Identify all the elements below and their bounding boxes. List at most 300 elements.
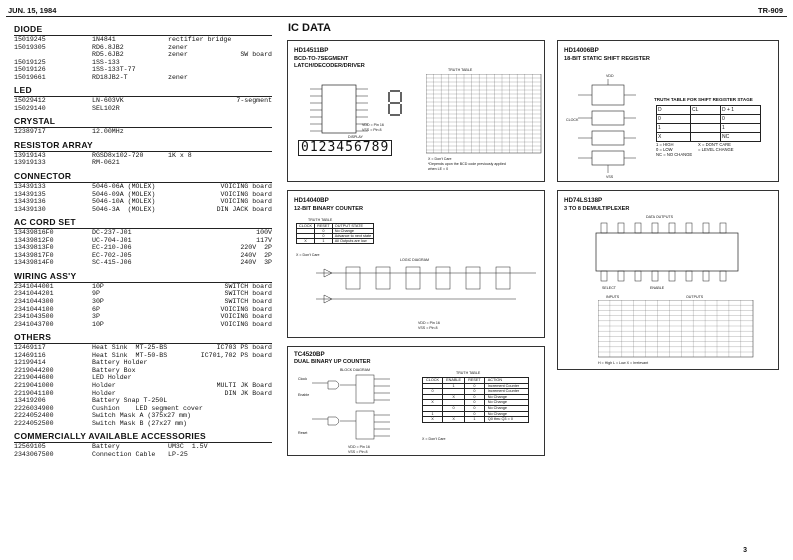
part-number: 15019661 [14, 73, 46, 81]
section-title: DIODE [14, 24, 272, 36]
part-row [14, 97, 272, 105]
hd74-enable: ENABLE [650, 286, 665, 290]
part-row [14, 59, 272, 67]
hd14006-block-diagram [572, 77, 642, 177]
part-name: 10P [92, 282, 104, 290]
part-number: 13919133 [14, 159, 46, 167]
ic-tc4520-box [287, 346, 545, 456]
part-number: 2224052400 [14, 412, 54, 420]
tc4520-cell: 0 [465, 405, 485, 411]
hd14006-cell: X [657, 133, 691, 142]
tc4520-block-diagram [312, 373, 402, 445]
part-name: EC-210-J06 [92, 244, 132, 252]
part-spec [168, 298, 225, 306]
part-name: Holder [92, 381, 116, 389]
part-name: Cushion LED segment cover [92, 404, 203, 412]
hd14040-cell: All Outputs are low [332, 239, 374, 244]
hd14006-desc1: 18-BIT STATIC SHIFT REGISTER [564, 56, 650, 62]
hd14511-truth-label: TRUTH TABLE [448, 68, 473, 72]
tc4520-cell: 1 [443, 383, 465, 389]
part-row [14, 313, 272, 321]
tc4520-truth-table [422, 377, 529, 423]
section-accessories [14, 431, 272, 458]
hd14006-truth-title: TRUTH TABLE FOR SHIFT REGISTER STAGE [654, 97, 753, 102]
hd74-pinout-diagram [592, 221, 742, 283]
part-spec: rectifier bridge [168, 36, 232, 43]
part-row [14, 443, 272, 451]
tc4520-enable-label: Enable [298, 393, 310, 397]
part-spec [168, 313, 221, 321]
tc4520-desc1: DUAL BINARY UP COUNTER [294, 359, 371, 365]
hd14006-cell: 0 [657, 115, 691, 124]
section-title: CONNECTOR [14, 171, 272, 183]
part-row [14, 367, 272, 375]
part-name: Battery Box [92, 366, 136, 374]
hd14511-vss: VSS = Pin 8 [362, 128, 382, 132]
part-number: 2341043700 [14, 320, 54, 328]
ic-hd74ls138-box [557, 190, 779, 370]
part-number: 13419206 [14, 397, 46, 405]
part-number: 15019245 [14, 36, 46, 43]
part-number: 2341044001 [14, 282, 54, 290]
part-number: 2341044300 [14, 298, 54, 306]
part-row [14, 51, 272, 59]
hd14006-cell: NC [721, 133, 761, 142]
part-spec [168, 159, 272, 167]
part-number: 13439813F0 [14, 244, 54, 252]
hd14040-note: X = Don't Care [296, 253, 320, 257]
tc4520-cell: 0 [423, 389, 443, 395]
part-name: Switch Mask B (27x27 mm) [92, 419, 187, 427]
part-location: 240V 3P [240, 259, 272, 267]
hd74-outputs-label: OUTPUTS [686, 295, 704, 299]
part-spec: 1K x 8 [168, 151, 192, 159]
part-number: 15019125 [14, 58, 46, 66]
hd14040-desc1: 12-BIT BINARY COUNTER [294, 206, 363, 212]
part-row [14, 382, 272, 390]
part-name: Heat Sink MT-25-BS [92, 344, 168, 352]
hd14006-col-cl: CL [691, 106, 721, 115]
part-row [14, 290, 272, 298]
part-number: 13439817F0 [14, 251, 54, 259]
part-row [14, 229, 272, 237]
hd14511-desc2: LATCH/DECODER/DRIVER [294, 63, 365, 69]
part-spec [168, 244, 240, 252]
hd14006-legend4: = LEVEL CHANGE [698, 147, 734, 152]
part-row [14, 128, 272, 136]
part-row [14, 344, 272, 352]
part-name: 5046-09A (MOLEX) [92, 190, 156, 198]
section-diode [14, 24, 272, 81]
part-spec [168, 252, 240, 260]
tc4520-cell: X [443, 394, 465, 400]
part-spec [168, 198, 221, 206]
section-title: WIRING ASS'Y [14, 271, 272, 283]
hd14006-truth-table [656, 105, 761, 142]
tc4520-cell: 0 [465, 389, 485, 395]
part-location: DIN JK Board [224, 389, 272, 397]
part-number: 2341044100 [14, 305, 54, 313]
tc4520-cell: X [423, 417, 443, 423]
part-row [14, 206, 272, 214]
tc4520-cell: Q0 thru Q3 = 0 [484, 417, 528, 423]
part-name: 1SS-133T-77 [92, 66, 136, 74]
section-title: LED [14, 85, 272, 97]
hd74-select: SELECT [602, 286, 616, 290]
part-name: 9P [92, 290, 100, 298]
part-name: Battery [92, 443, 120, 451]
tc4520-reset-label: Reset [298, 431, 308, 435]
tc4520-cell: X [423, 400, 443, 406]
hd14006-cell: 0 [721, 115, 761, 124]
part-name: Heat Sink MT-50-BS [92, 351, 168, 359]
part-spec [168, 59, 272, 67]
part-number: 2341044201 [14, 290, 54, 298]
header-rule [6, 16, 787, 17]
tc4520-block-label: BLOCK DIAGRAM [340, 368, 370, 372]
hd14006-legend2: X = DON'T CARE [698, 142, 731, 147]
part-number: 15029412 [14, 97, 46, 105]
part-row [14, 244, 272, 252]
part-location: 100V [256, 229, 272, 237]
part-location: 7-segment [236, 97, 272, 105]
part-location: IC703 PS board [216, 344, 272, 352]
part-row [14, 352, 272, 360]
part-spec [168, 420, 272, 428]
part-row [14, 390, 272, 398]
ic-hd14040-box [287, 190, 545, 338]
tc4520-part: TC4520BP [294, 351, 325, 358]
part-name: RD5.6JB2 [92, 51, 124, 59]
part-location: VOICING board [220, 183, 272, 191]
part-spec [168, 352, 201, 360]
tc4520-cell: 0 [465, 411, 485, 417]
part-row [14, 66, 272, 74]
part-spec [168, 229, 256, 237]
part-spec [168, 382, 217, 390]
part-name: 5046-06A (MOLEX) [92, 183, 156, 191]
hd14040-cell: No Change [332, 229, 374, 234]
part-number: 13439816F0 [14, 229, 54, 237]
part-name: 5046-3A (MOLEX) [92, 205, 156, 213]
tc4520-h-action: ACTION [484, 378, 528, 384]
part-spec [168, 367, 272, 375]
part-name: 10P [92, 320, 104, 328]
part-location: DIN JACK board [216, 205, 272, 213]
hd14511-vdd: VDD = Pin 16 [362, 123, 384, 127]
part-row [14, 451, 272, 459]
tc4520-cell: 0 [443, 405, 465, 411]
part-location: 240V 2P [240, 251, 272, 259]
part-row [14, 405, 272, 413]
part-row [14, 36, 272, 44]
part-name: 30P [92, 298, 104, 306]
hd14040-vss: VSS = Pin 8 [418, 326, 438, 330]
part-row [14, 397, 272, 405]
hd14006-cell: 1 [721, 124, 761, 133]
part-spec [168, 344, 217, 352]
tc4520-cell: 0 [465, 383, 485, 389]
part-spec [168, 66, 272, 74]
hd14006-part: HD14006BP [564, 47, 599, 54]
hd14511-note2: *Depends upon the BCD code previously applied [428, 162, 506, 166]
part-row [14, 259, 272, 267]
section-led [14, 85, 272, 112]
tc4520-cell: 1 [465, 417, 485, 423]
part-row [14, 44, 272, 52]
part-row [14, 237, 272, 245]
hd14040-cell: Advance to next state [332, 234, 374, 239]
part-row [14, 191, 272, 199]
part-location: SW board [240, 51, 272, 59]
part-number: 12469116 [14, 351, 46, 359]
part-location: 220V 2P [240, 244, 272, 252]
hd14040-logic-diagram [316, 263, 538, 319]
hd14511-part: HD14511BP [294, 47, 329, 54]
part-row [14, 198, 272, 206]
tc4520-cell: No Change [484, 400, 528, 406]
hd14040-vdd: VDD = Pin 16 [418, 321, 440, 325]
section-title: RESISTOR ARRAY [14, 140, 272, 152]
part-spec [168, 105, 272, 113]
section-title: COMMERCIALLY AVAILABLE ACCESSORIES [14, 431, 272, 443]
section-wiring-assy [14, 271, 272, 328]
tc4520-vss: VSS = Pin 8 [348, 450, 368, 454]
tc4520-vdd: VDD = Pin 16 [348, 445, 370, 449]
tc4520-note: X = Don't Care [422, 437, 446, 441]
section-connector [14, 171, 272, 213]
part-row [14, 374, 272, 382]
part-number: 13439135 [14, 190, 46, 198]
part-name: 1SS-133 [92, 58, 120, 66]
hd14006-cell: 1 [657, 124, 691, 133]
part-spec [168, 290, 225, 298]
part-row [14, 105, 272, 113]
ic-hd14006-box [557, 40, 779, 182]
part-location: 117V [256, 236, 272, 244]
part-spec [168, 283, 225, 291]
header-model: TR-909 [757, 6, 783, 15]
part-number: 2219041000 [14, 381, 54, 389]
part-name: 12.00MHz [92, 128, 124, 136]
hd14006-col-d1: D + 1 [721, 106, 761, 115]
hd14511-note3: when LE = 0 [428, 167, 449, 171]
hd14006-legend3: 0 = LOW [656, 147, 673, 152]
hd74-part: HD74LS138P [564, 197, 603, 204]
hd74-inputs-label: INPUTS [606, 295, 620, 299]
part-location: VOICING board [220, 198, 272, 206]
hd14040-cell: 0 [315, 234, 333, 239]
tc4520-cell: X [443, 417, 465, 423]
hd14006-col-d: D [657, 106, 691, 115]
hd74-desc1: 3 TO 8 DEMULTIPLEXER [564, 206, 630, 212]
section-ac-cord-set [14, 217, 272, 267]
part-name: LED Holder [92, 374, 132, 382]
hd14040-cell: X [297, 239, 315, 244]
header-date: JUN. 15, 1984 [8, 6, 57, 15]
part-name: SEL102R [92, 104, 120, 112]
part-number: 2224052500 [14, 419, 54, 427]
hd14511-display-label: DISPLAY [348, 135, 363, 139]
ic-data-title: IC DATA [288, 22, 331, 34]
part-name: RM-0621 [92, 159, 120, 167]
part-row [14, 152, 272, 160]
part-row [14, 159, 272, 167]
part-name: DC-237-J01 [92, 229, 132, 237]
part-name: RD18JB2-T [92, 73, 128, 81]
tc4520-cell: 0 [465, 400, 485, 406]
hd14511-digit-display: 0123456789 [298, 140, 392, 156]
part-name: EC-702-J05 [92, 251, 132, 259]
part-number: 2219044200 [14, 366, 54, 374]
tc4520-cell: No Change [484, 411, 528, 417]
hd14006-vdd: VDD [606, 74, 614, 78]
part-name: Connection Cable [92, 450, 156, 458]
section-title: AC CORD SET [14, 217, 272, 229]
part-row [14, 412, 272, 420]
hd14511-truth-table [426, 74, 542, 154]
part-spec: zener [168, 43, 188, 51]
hd14040-h-reset: RESET [315, 224, 333, 229]
part-number: 13919143 [14, 151, 46, 159]
part-name: UC-704-J01 [92, 236, 132, 244]
hd74-note: H = High L = Low X = Irrelevant [598, 361, 649, 365]
hd14511-pinout-diagram [300, 81, 420, 141]
hd14040-logic-label: LOGIC DIAGRAM [400, 258, 429, 262]
part-spec [168, 374, 272, 382]
part-spec [168, 405, 272, 413]
section-crystal [14, 116, 272, 136]
part-name: LN-603VK [92, 97, 124, 105]
tc4520-h-enable: ENABLE [443, 378, 465, 384]
part-number: 13439812F0 [14, 236, 54, 244]
tc4520-cell: Increment Counter [484, 383, 528, 389]
part-number: 13439130 [14, 205, 46, 213]
part-spec [168, 359, 272, 367]
hd14040-truth-label: TRUTH TABLE [308, 218, 333, 222]
part-location: SWITCH board [224, 282, 272, 290]
part-number: 12389717 [14, 128, 46, 136]
part-location: SWITCH board [224, 298, 272, 306]
hd14006-clock-label: CLOCK [566, 118, 579, 122]
ic-hd14511-box [287, 40, 545, 182]
part-number: 15019305 [14, 43, 46, 51]
part-spec [168, 97, 236, 105]
part-spec [168, 183, 221, 191]
part-row [14, 183, 272, 191]
part-number: 2219044600 [14, 374, 54, 382]
part-row [14, 283, 272, 291]
part-name: Switch Mask A (375x27 mm) [92, 412, 191, 420]
tc4520-cell: Increment Counter [484, 389, 528, 395]
part-row [14, 306, 272, 314]
section-resistor-array [14, 140, 272, 167]
part-name: SC-415-J06 [92, 259, 132, 267]
part-row [14, 298, 272, 306]
part-spec: zener [168, 51, 188, 59]
tc4520-h-clock: CLOCK [423, 378, 443, 384]
part-number: 15029140 [14, 104, 46, 112]
part-spec [168, 128, 272, 136]
part-name: 5046-10A (MOLEX) [92, 198, 156, 206]
part-location: VOICING board [220, 320, 272, 328]
part-spec [168, 259, 240, 267]
page-number: 3 [743, 547, 747, 554]
part-spec [168, 397, 272, 405]
hd14006-vss: VSS [606, 175, 614, 179]
part-number [14, 51, 92, 59]
hd14511-note1: X = Don't Care [428, 157, 452, 161]
part-location: IC701,702 PS board [200, 351, 272, 359]
tc4520-truth-label: TRUTH TABLE [456, 371, 481, 375]
hd14040-h-clock: CLOCK [297, 224, 315, 229]
part-spec: LP-25 [168, 450, 188, 458]
hd14040-h-out: OUTPUT STATE [332, 224, 374, 229]
part-location: VOICING board [220, 305, 272, 313]
tc4520-cell: No Change [484, 405, 528, 411]
part-spec [168, 412, 272, 420]
part-spec [168, 206, 217, 214]
part-location: SWITCH board [224, 290, 272, 298]
part-spec [168, 237, 256, 245]
part-number: 15019126 [14, 66, 46, 74]
part-name: 3P [92, 313, 100, 321]
part-spec [168, 321, 221, 329]
part-spec [168, 306, 221, 314]
part-number: 2226034900 [14, 404, 54, 412]
tc4520-clock-label: Clock [298, 377, 307, 381]
part-number: 12199414 [14, 359, 46, 367]
part-row [14, 321, 272, 329]
hd14006-legend1: 1 = HIGH [656, 142, 674, 147]
part-spec [168, 191, 221, 199]
hd14511-desc1: BCD-TO-7SEGMENT [294, 56, 349, 62]
hd14040-cell: 1 [315, 239, 333, 244]
hd74-truth-table [598, 300, 754, 358]
part-number: 12469117 [14, 344, 46, 352]
part-row [14, 359, 272, 367]
tc4520-h-reset: RESET [465, 378, 485, 384]
part-row [14, 420, 272, 428]
part-number: 2219041100 [14, 389, 54, 397]
part-number: 2343067500 [14, 450, 54, 458]
hd14006-legend5: NC = NO CHANGE [656, 152, 693, 157]
part-location: VOICING board [220, 190, 272, 198]
tc4520-cell: 0 [465, 394, 485, 400]
part-name: Battery Snap T-250L [92, 397, 168, 405]
part-location: VOICING board [220, 313, 272, 321]
hd14040-cell: 0 [315, 229, 333, 234]
part-spec: zener [168, 73, 188, 81]
part-name: 1N4841 [92, 36, 116, 43]
part-name: RD6.8JB2 [92, 43, 124, 51]
hd14040-part: HD14040BP [294, 197, 329, 204]
part-name: 6P [92, 305, 100, 313]
part-number: 12569105 [14, 443, 46, 451]
parts-list [14, 20, 272, 458]
section-others [14, 332, 272, 427]
part-spec [168, 390, 225, 398]
part-row [14, 74, 272, 82]
part-number: 13439133 [14, 183, 46, 191]
part-name: Holder [92, 389, 116, 397]
part-name: Battery Holder [92, 359, 148, 367]
part-number: 2341043500 [14, 313, 54, 321]
section-title: OTHERS [14, 332, 272, 344]
hd14040-truth-table [296, 223, 374, 244]
tc4520-cell: 1 [423, 411, 443, 417]
part-name: RGSD8x102-720 [92, 151, 144, 159]
